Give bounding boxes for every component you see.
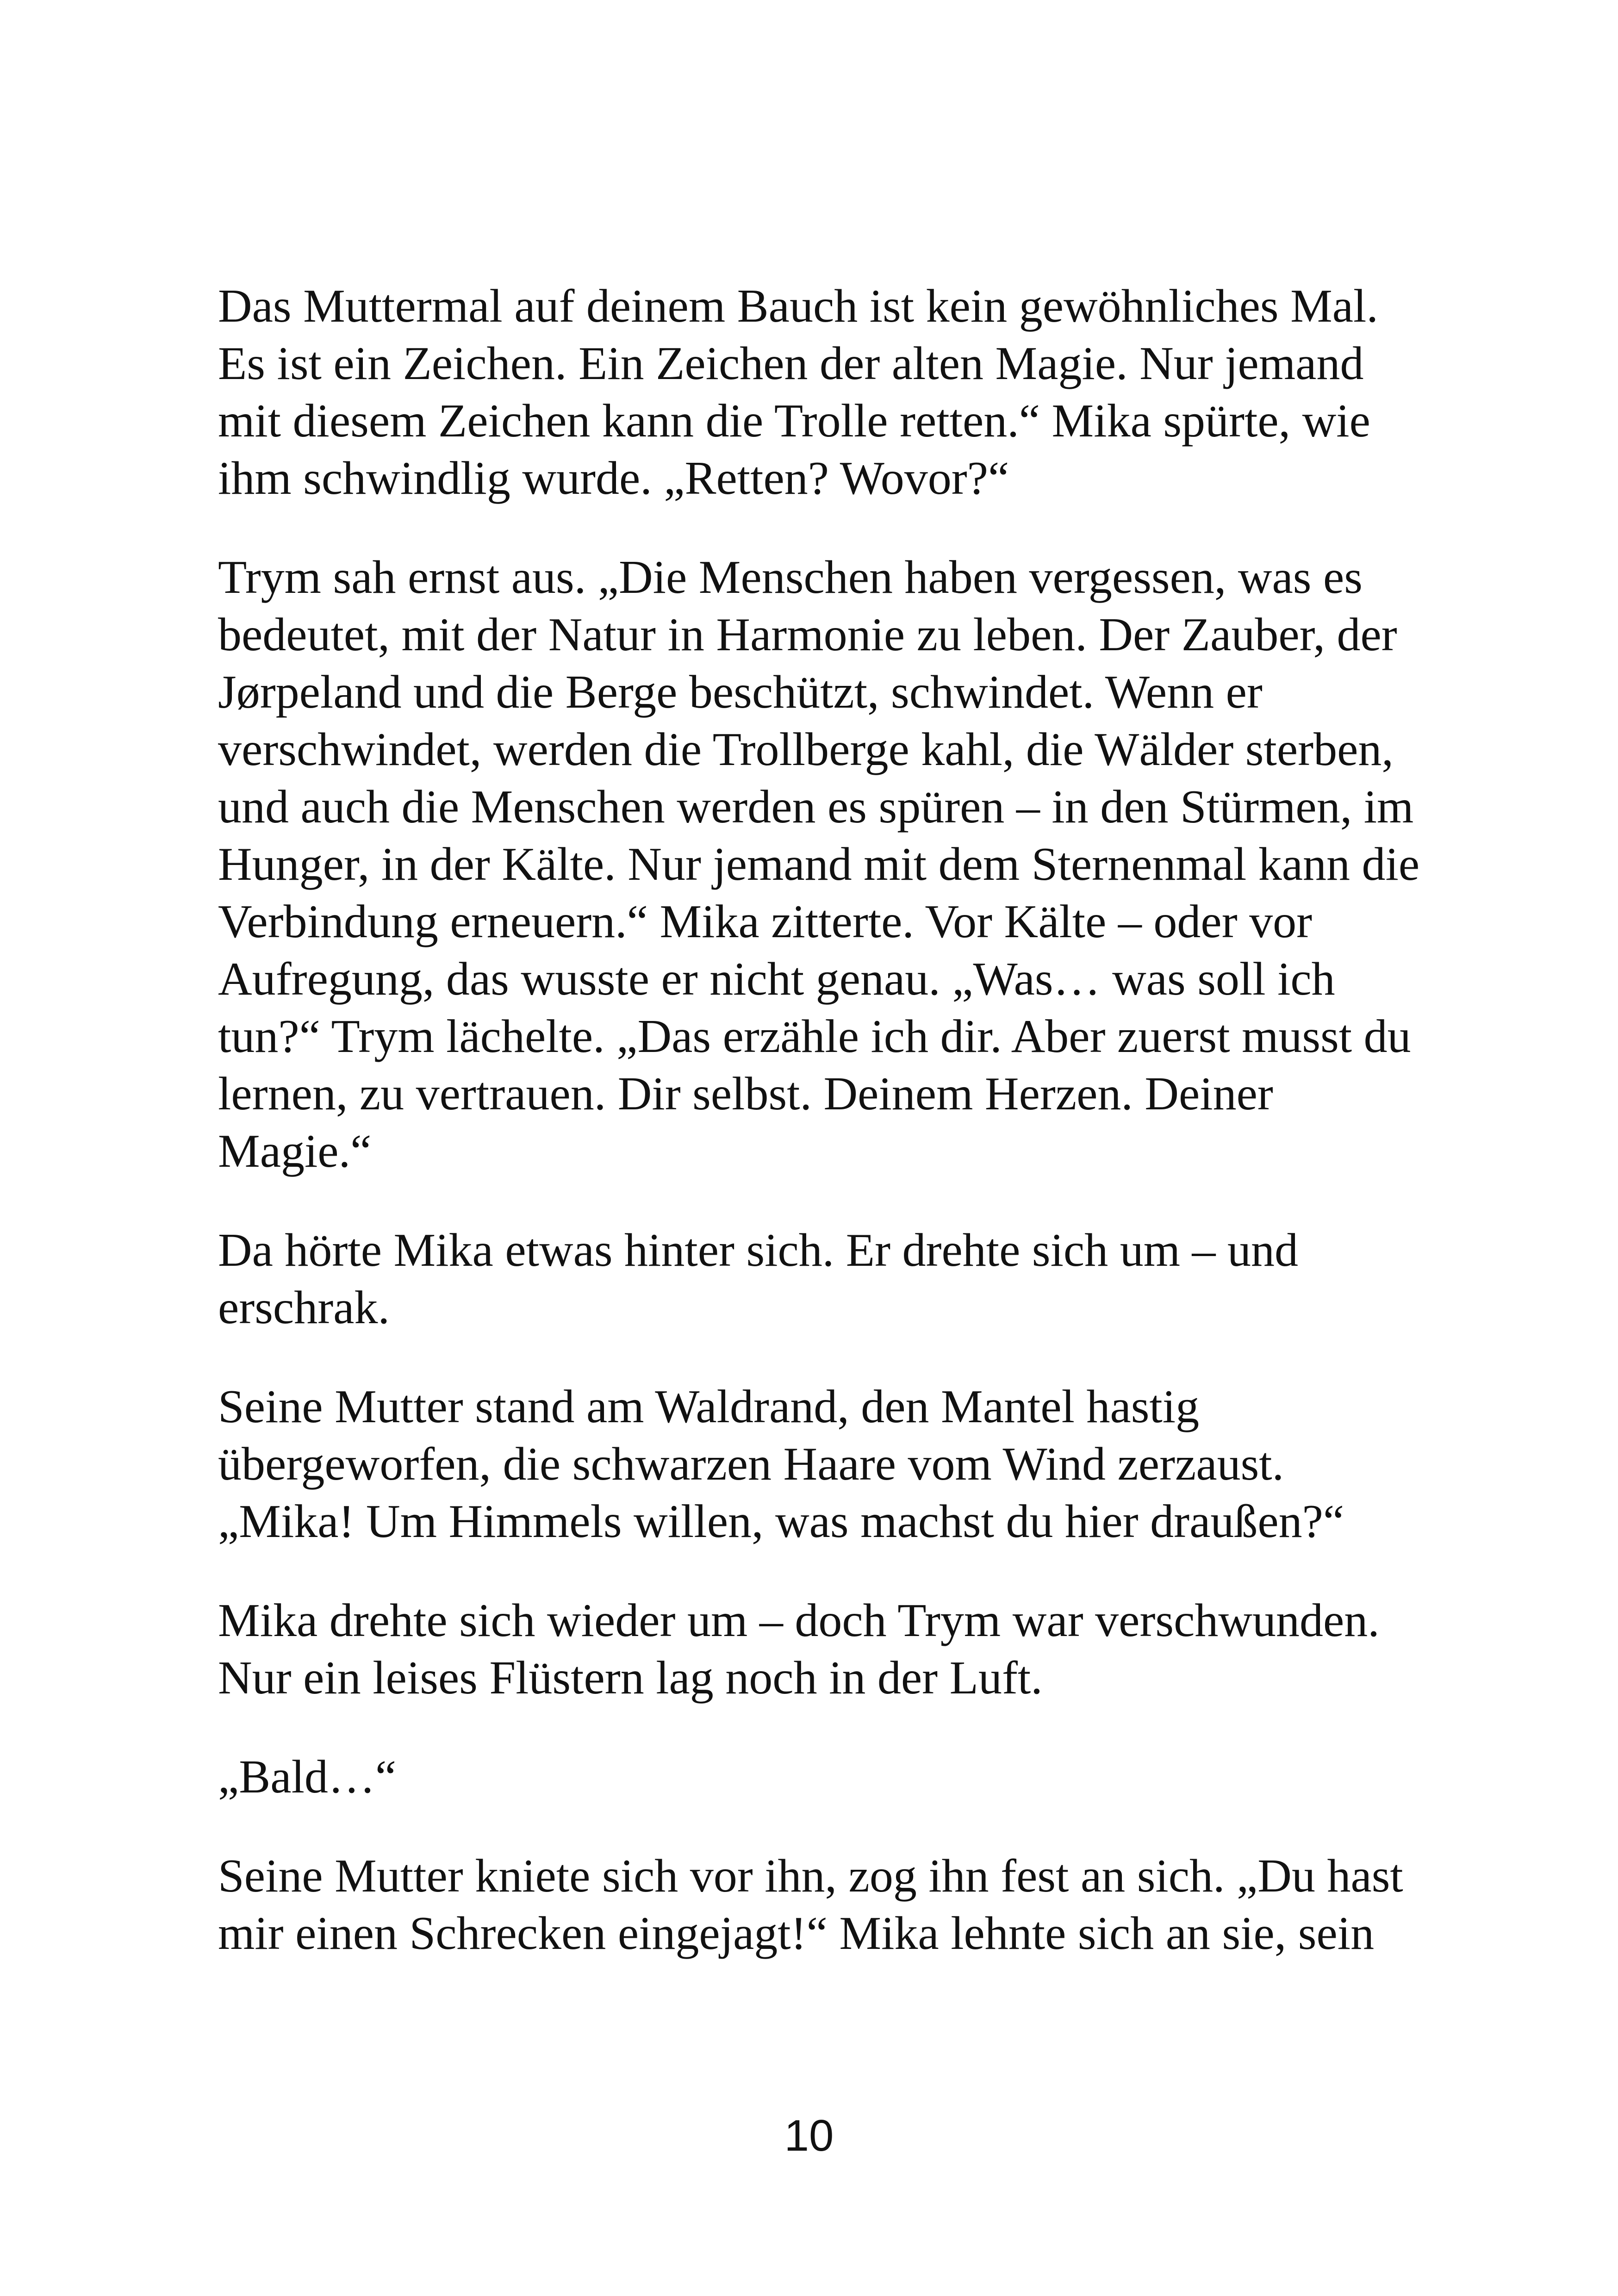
paragraph-gap xyxy=(218,1806,1431,1848)
paragraph-gap xyxy=(218,1180,1431,1222)
text-line: lernen, zu vertrauen. Dir selbst. Deinem Herzen. Deiner xyxy=(218,1068,1273,1120)
text-line: mit diesem Zeichen kann die Trolle retten.“ Mika spürte, wie xyxy=(218,395,1370,447)
text-line: Hunger, in der Kälte. Nur jemand mit dem Sternenmal kann die xyxy=(218,838,1420,890)
paragraph-gap xyxy=(218,1550,1431,1592)
text-line: verschwindet, werden die Trollberge kahl, die Wälder sterben, xyxy=(218,723,1394,776)
text-line: bedeutet, mit der Natur in Harmonie zu leben. Der Zauber, der xyxy=(218,609,1397,661)
text-line: Seine Mutter stand am Waldrand, den Mantel hastig xyxy=(218,1381,1200,1433)
text-line: und auch die Menschen werden es spüren – in den Stürmen, im xyxy=(218,781,1414,833)
paragraph-gap xyxy=(218,1707,1431,1748)
text-line: Mika drehte sich wieder um – doch Trym war verschwunden. xyxy=(218,1594,1380,1647)
paragraph-4 xyxy=(218,1378,1431,1550)
text-line: Da hörte Mika etwas hinter sich. Er drehte sich um – und xyxy=(218,1224,1299,1276)
text-line: Das Muttermal auf deinem Bauch ist kein gewöhnliches Mal. xyxy=(218,280,1378,332)
paragraph-6 xyxy=(218,1748,1431,1806)
text-line: Verbindung erneuern.“ Mika zitterte. Vor Kälte – oder vor xyxy=(218,896,1313,948)
text-line: Seine Mutter kniete sich vor ihn, zog ihn fest an sich. „Du hast xyxy=(218,1850,1403,1902)
text-line: Trym sah ernst aus. „Die Menschen haben vergessen, was es xyxy=(218,551,1363,604)
paragraph-5 xyxy=(218,1592,1431,1707)
text-line: Nur ein leises Flüstern lag noch in der Luft. xyxy=(218,1652,1043,1704)
text-line: ihm schwindlig wurde. „Retten? Wovor?“ xyxy=(218,452,1009,504)
page-number: 10 xyxy=(784,2111,834,2160)
paragraph-3 xyxy=(218,1222,1431,1337)
text-line: tun?“ Trym lächelte. „Das erzähle ich dir. Aber zuerst musst du xyxy=(218,1010,1411,1063)
paragraph-1 xyxy=(218,278,1431,507)
text-line: „Mika! Um Himmels willen, was machst du hier draußen?“ xyxy=(218,1495,1344,1548)
paragraph-gap xyxy=(218,1337,1431,1378)
paragraph-7 xyxy=(218,1848,1431,1962)
text-line: mir einen Schrecken eingejagt!“ Mika lehnte sich an sie, sein xyxy=(218,1907,1375,1960)
text-line: „Bald…“ xyxy=(218,1751,397,1803)
text-line: Aufregung, das wusste er nicht genau. „Was… was soll ich xyxy=(218,953,1335,1005)
body-text xyxy=(218,278,1431,1962)
text-line: erschrak. xyxy=(218,1282,390,1334)
text-line: Magie.“ xyxy=(218,1125,372,1177)
text-line: Es ist ein Zeichen. Ein Zeichen der alten Magie. Nur jemand xyxy=(218,337,1364,390)
text-line: übergeworfen, die schwarzen Haare vom Wind zerzaust. xyxy=(218,1438,1284,1490)
paragraph-gap xyxy=(218,507,1431,549)
paragraph-2 xyxy=(218,549,1431,1180)
text-line: Jørpeland und die Berge beschützt, schwindet. Wenn er xyxy=(218,666,1263,718)
